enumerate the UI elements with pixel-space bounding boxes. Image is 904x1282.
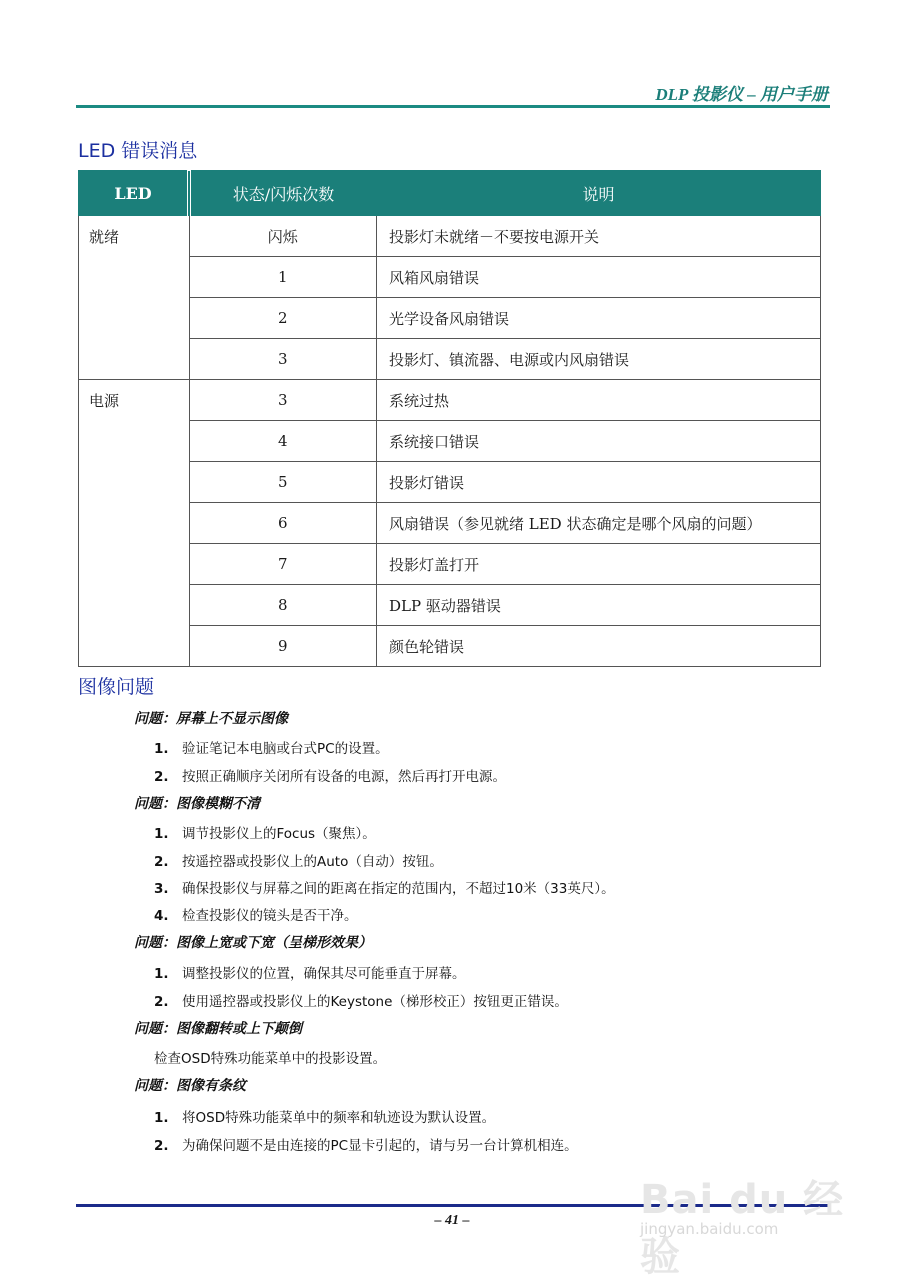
- list-item: [154, 765, 506, 785]
- table-header-row: [79, 171, 821, 216]
- status-cell: 8: [189, 585, 377, 626]
- list-text: 为确保问题不是由连接的PC显卡引起的，请与另一台计算机相连。: [182, 1138, 578, 1154]
- description-cell: 光学设备风扇错误: [377, 298, 821, 339]
- problem-heading: 问题：屏幕上不显示图像: [134, 711, 288, 727]
- header-rule: [76, 105, 830, 108]
- description-cell: 颜色轮错误: [377, 626, 821, 667]
- list-item: [154, 877, 615, 897]
- header-title: DLP 投影仪 – 用户手册: [655, 85, 828, 104]
- list-number: 2.: [154, 994, 169, 1010]
- table-row: [79, 585, 821, 626]
- led-section-title: LED 错误消息: [78, 140, 198, 162]
- description-cell: 系统接口错误: [377, 421, 821, 462]
- page-number: – 41 –: [434, 1213, 470, 1228]
- description-cell: 风扇错误（参见就绪 LED 状态确定是哪个风扇的问题）: [377, 503, 821, 544]
- watermark: [640, 1150, 850, 1280]
- list-number: 4.: [154, 908, 169, 924]
- status-cell: 3: [189, 380, 377, 421]
- list-item: [154, 990, 568, 1010]
- list-item: [154, 904, 358, 924]
- led-error-table: [78, 170, 821, 667]
- column-header-status: 状态/闪烁次数: [189, 171, 377, 216]
- image-section-title: 图像问题: [78, 676, 155, 698]
- table-row: [79, 216, 821, 257]
- list-item: [154, 850, 443, 870]
- description-cell: 风箱风扇错误: [377, 257, 821, 298]
- description-cell: 投影灯盖打开: [377, 544, 821, 585]
- list-number: 1.: [154, 741, 169, 757]
- table-row: [79, 544, 821, 585]
- list-text: 调节投影仪上的Focus（聚焦）。: [182, 826, 376, 842]
- problem-heading: 问题：图像翻转或上下颠倒: [134, 1021, 302, 1037]
- table-row: [79, 339, 821, 380]
- status-cell: 2: [189, 298, 377, 339]
- table-row: [79, 257, 821, 298]
- watermark-logo: Bai du 经验: [640, 1177, 845, 1280]
- list-text: 按照正确顺序关闭所有设备的电源，然后再打开电源。: [182, 769, 506, 785]
- column-header-led: LED: [79, 171, 190, 216]
- list-number: 1.: [154, 966, 169, 982]
- table-row: [79, 503, 821, 544]
- table-row: [79, 298, 821, 339]
- status-cell: 9: [189, 626, 377, 667]
- plain-text: 检查OSD特殊功能菜单中的投影设置。: [154, 1051, 387, 1067]
- status-cell: 1: [189, 257, 377, 298]
- list-number: 2.: [154, 769, 169, 785]
- list-text: 按遥控器或投影仪上的Auto（自动）按钮。: [182, 854, 443, 870]
- table-row: [79, 462, 821, 503]
- list-item: [154, 1106, 495, 1126]
- description-cell: DLP 驱动器错误: [377, 585, 821, 626]
- list-text: 检查投影仪的镜头是否干净。: [182, 908, 358, 924]
- list-text: 验证笔记本电脑或台式PC的设置。: [182, 741, 389, 757]
- list-item: [154, 737, 389, 757]
- led-cell: 就绪: [79, 216, 190, 380]
- list-number: 1.: [154, 1110, 169, 1126]
- list-number: 2.: [154, 1138, 169, 1154]
- list-number: 2.: [154, 854, 169, 870]
- status-cell: 5: [189, 462, 377, 503]
- list-text: 将OSD特殊功能菜单中的频率和轨迹设为默认设置。: [182, 1110, 496, 1126]
- list-item: [154, 1134, 578, 1154]
- list-item: [154, 822, 376, 842]
- status-cell: 6: [189, 503, 377, 544]
- list-text: 使用遥控器或投影仪上的Keystone（梯形校正）按钮更正错误。: [182, 994, 568, 1010]
- led-cell: 电源: [79, 380, 190, 667]
- problem-heading: 问题：图像上宽或下宽（呈梯形效果）: [134, 935, 372, 951]
- status-cell: 闪烁: [189, 216, 377, 257]
- column-header-description: 说明: [377, 171, 821, 216]
- list-text: 调整投影仪的位置，确保其尽可能垂直于屏幕。: [182, 966, 466, 982]
- list-text: 确保投影仪与屏幕之间的距离在指定的范围内，不超过10米（33英尺）。: [182, 881, 615, 897]
- table-row: [79, 380, 821, 421]
- list-number: 1.: [154, 826, 169, 842]
- status-cell: 3: [189, 339, 377, 380]
- description-cell: 系统过热: [377, 380, 821, 421]
- table-row: [79, 421, 821, 462]
- description-cell: 投影灯错误: [377, 462, 821, 503]
- description-cell: 投影灯未就绪－不要按电源开关: [377, 216, 821, 257]
- problem-heading: 问题：图像有条纹: [134, 1078, 246, 1094]
- status-cell: 7: [189, 544, 377, 585]
- description-cell: 投影灯、镇流器、电源或内风扇错误: [377, 339, 821, 380]
- table-row: [79, 626, 821, 667]
- status-cell: 4: [189, 421, 377, 462]
- watermark-url: jingyan.baidu.com: [640, 1220, 779, 1238]
- list-number: 3.: [154, 881, 169, 897]
- problem-heading: 问题：图像模糊不清: [134, 796, 260, 812]
- list-item: [154, 962, 466, 982]
